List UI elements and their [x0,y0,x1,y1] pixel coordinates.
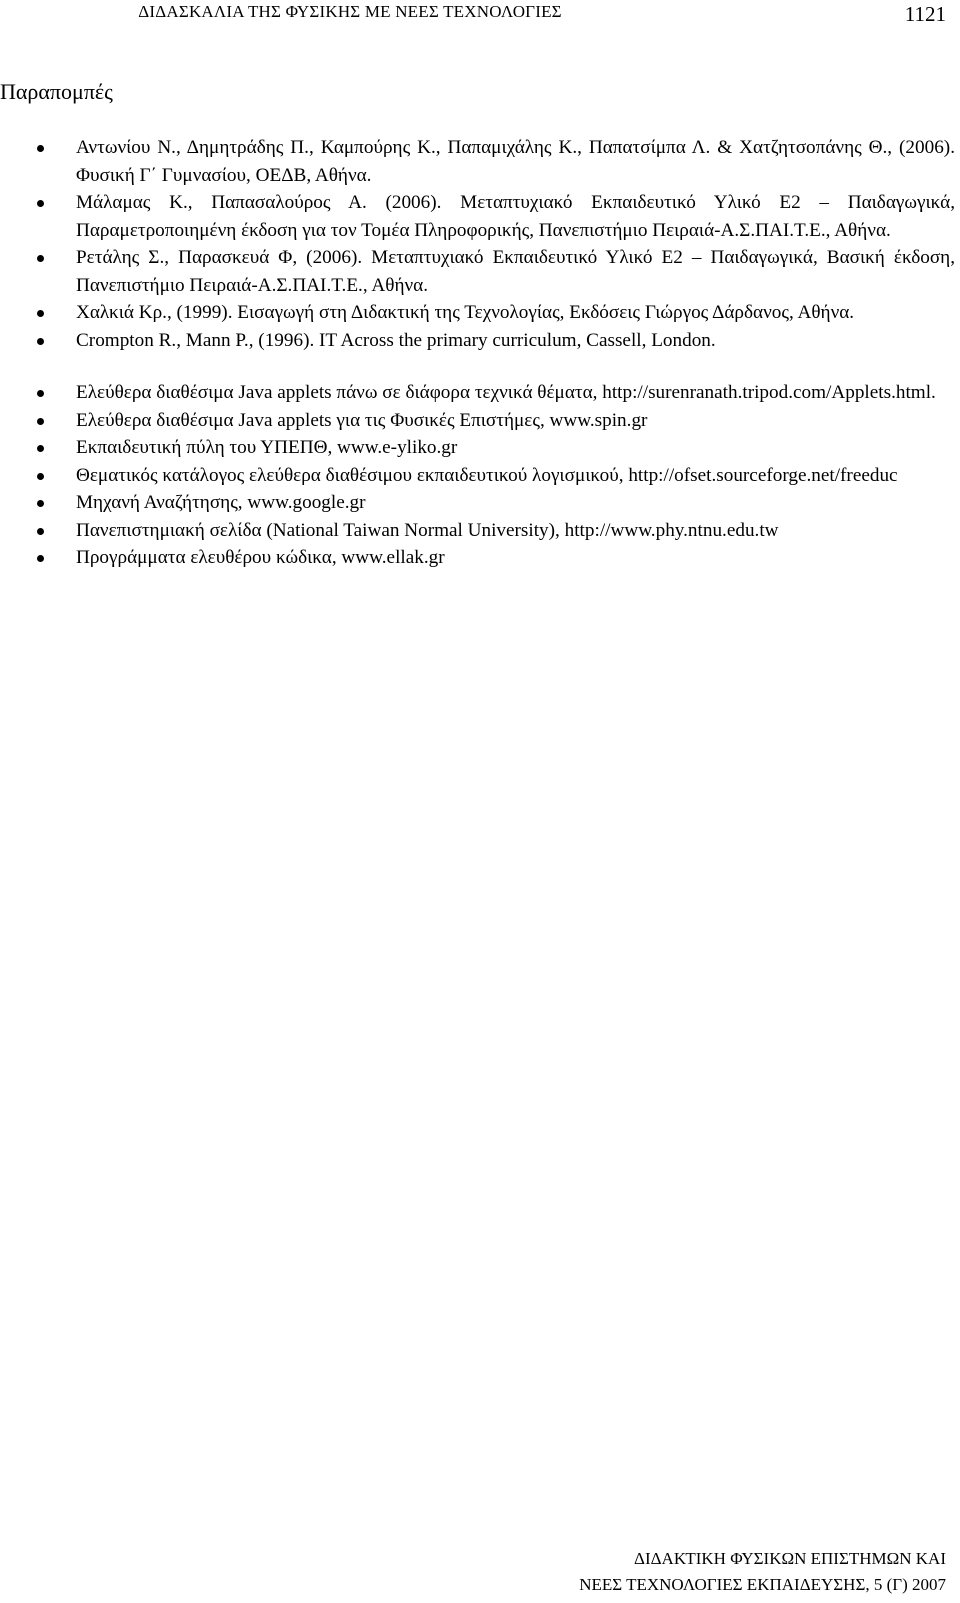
reference-item [0,244,955,299]
reference-text: Θεματικός κατάλογος ελεύθερα διαθέσιμου εκπαιδευτικού λογισμικού, http://ofset.sourceforge.net/freeduc [76,464,898,486]
reference-text: Ελεύθερα διαθέσιμα Java applets για τις Φυσικές Επιστήμες, www.spin.gr [76,409,648,431]
running-footer [579,1546,946,1598]
reference-item [0,407,955,435]
reference-text: Αντωνίου Ν., Δημητράδης Π., Καμπούρης Κ., Παπαμιχάλης Κ., Παπατσίμπα Λ. & Χατζητσοπάνης Θ., (2006). Φυσική Γ΄ Γυμνασίου, ΟΕΔΒ, Αθήνα. [76,137,955,186]
reference-item [0,327,955,355]
bullet-icon [37,528,44,535]
reference-text: Μάλαμας Κ., Παπασαλούρος Α. (2006). Μεταπτυχιακό Εκπαιδευτικό Υλικό Ε2 – Παιδαγωγικά, Παραμετροποιημένη έκδοση για τον Τομέα Πληροφορικής, Πανεπιστήμιο Πειραιά-Α.Σ.ΠΑΙ.Τ.Ε., Αθήνα. [76,192,955,241]
reference-text: Εκπαιδευτική πύλη του ΥΠΕΠΘ, www.e-yliko.gr [76,437,458,458]
bullet-icon [37,255,44,262]
reference-list [0,134,955,572]
reference-item [0,517,955,545]
footer-line-2: ΝΕΕΣ ΤΕΧΝΟΛΟΓΙΕΣ ΕΚΠΑΙΔΕΥΣΗΣ, 5 (Γ) 2007 [579,1575,946,1594]
reference-item [0,134,955,189]
bullet-icon [37,145,44,152]
bullet-icon [37,338,44,345]
bullet-icon [37,445,44,452]
bullet-icon [37,473,44,480]
bullet-icon [37,418,44,425]
reference-item [0,462,955,490]
reference-text: Crompton R., Mann P., (1996). IT Across the primary curriculum, Cassell, London. [76,329,716,351]
reference-text: Πανεπιστημιακή σελίδα (National Taiwan Normal University), http://www.phy.ntnu.edu.tw [76,519,779,541]
bullet-icon [37,390,44,397]
section-heading: Παραπομπές [0,79,113,104]
reference-text: Ελεύθερα διαθέσιμα Java applets πάνω σε διάφορα τεχνικά θέματα, http://surenranath.tripod.com/Applets.html. [76,382,936,403]
reference-item [0,434,955,462]
reference-item [0,379,955,407]
reference-item [0,299,955,327]
reference-item [0,544,955,572]
reference-text: Μηχανή Αναζήτησης, www.google.gr [76,492,366,513]
reference-item [0,189,955,244]
bullet-icon [37,200,44,207]
page-number: 1121 [904,2,946,26]
reference-item [0,489,955,517]
bullet-icon [37,555,44,562]
reference-text: Ρετάλης Σ., Παρασκευά Φ, (2006). Μεταπτυχιακό Εκπαιδευτικό Υλικό Ε2 – Παιδαγωγικά, Βασική έκδοση, Πανεπιστήμιο Πειραιά-Α.Σ.ΠΑΙ.Τ.Ε., Αθήνα. [76,247,955,296]
footer-line-1: ΔΙΔΑΚΤΙΚΗ ΦΥΣΙΚΩΝ ΕΠΙΣΤΗΜΩΝ ΚΑΙ [634,1549,946,1568]
bullet-icon [37,310,44,317]
reference-text: Χαλκιά Κρ., (1999). Εισαγωγή στη Διδακτική της Τεχνολογίας, Εκδόσεις Γιώργος Δάρδανος, Αθήνα. [76,302,855,323]
running-header: ΔΙΔΑΣΚΑΛΙΑ ΤΗΣ ΦΥΣΙΚΗΣ ΜΕ ΝΕΕΣ ΤΕΧΝΟΛΟΓΙΕΣ [138,2,562,21]
reference-text: Προγράμματα ελευθέρου κώδικα, www.ellak.gr [76,547,445,568]
bullet-icon [37,500,44,507]
